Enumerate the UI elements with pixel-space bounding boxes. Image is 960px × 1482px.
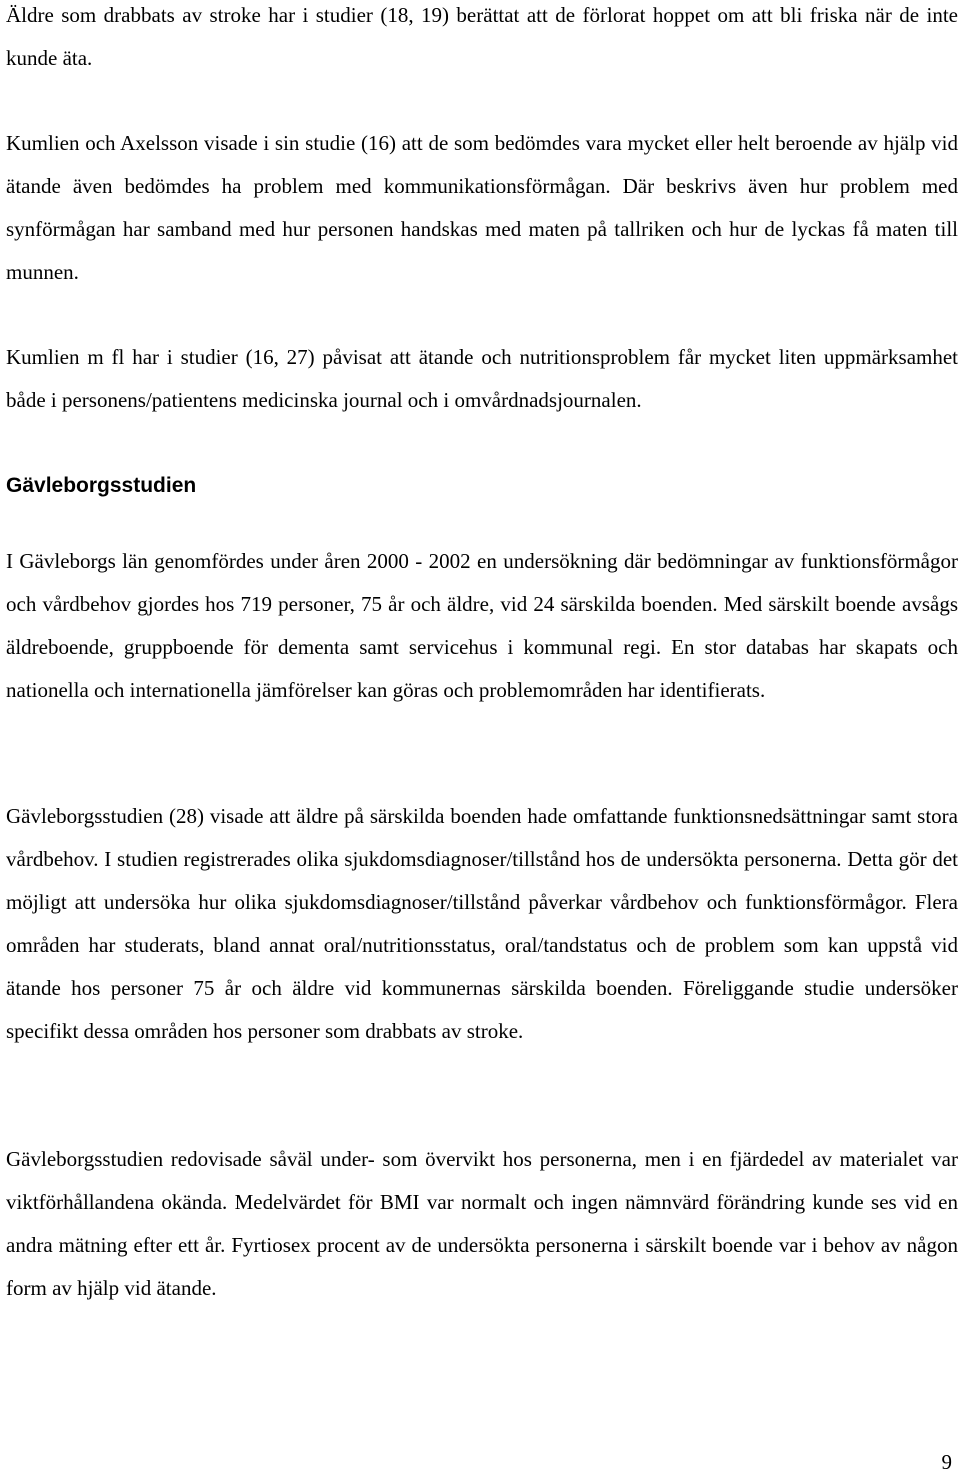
paragraph-kumlien-studies: Kumlien m fl har i studier (16, 27) påvisat att ätande och nutritionsproblem får mycket liten uppmärksamhet både i personens/patientens medicinska journal och i omvårdnadsjournalen. <box>6 345 958 412</box>
paragraph-gavleborg-findings: Gävleborgsstudien (28) visade att äldre på särskilda boenden hade omfattande funktionsnedsättningar samt stora vårdbehov. I studien registrerades olika sjukdomsdiagnoser/tillstånd hos de undersökta personerna. Detta gör det möjligt att undersöka hur olika sjukdomsdiagnoser/tillstånd påverkar vårdbehov och funktionsförmågor. Flera områden har studerats, bland annat oral/nutritionsstatus, oral/tandstatus och de problem som kan uppstå vid ätande hos personer 75 år och äldre vid kommunernas särskilda boenden. Föreliggande studie undersöker specifikt dessa områden hos personer som drabbats av stroke. <box>6 804 958 1043</box>
paragraph-gavleborg-weight: Gävleborgsstudien redovisade såväl under- som övervikt hos personerna, men i en fjärdedel av materialet var viktförhållandena okända. Medelvärdet för BMI var normalt och ingen nämnvärd förändring kunde ses vid en andra mätning efter ett år. Fyrtiosex procent av de undersökta personerna i särskilt boende var i behov av någon form av hjälp vid ätande. <box>6 1147 958 1300</box>
section-heading: Gävleborgsstudien <box>6 474 197 497</box>
paragraph-gavleborg-survey: I Gävleborgs län genomfördes under åren 2000 - 2002 en undersökning där bedömningar av funktionsförmågor och vårdbehov gjordes hos 719 personer, 75 år och äldre, vid 24 särskilda boenden. Med särskilt boende avsågs äldreboende, gruppboende för dementa samt servicehus i kommunal regi. En stor databas har skapats och nationella och internationella jämförelser kan göras och problemområden har identifierats. <box>6 549 958 702</box>
page-number: 9 <box>941 1450 952 1474</box>
paragraph-intro: Äldre som drabbats av stroke har i studier (18, 19) berättat att de förlorat hoppet om att bli friska när de inte kunde äta. <box>6 3 958 70</box>
paragraph-kumlien-axelsson: Kumlien och Axelsson visade i sin studie (16) att de som bedömdes vara mycket eller helt beroende av hjälp vid ätande även bedömdes ha problem med kommunikationsförmågan. Där beskrivs även hur problem med synförmågan har samband med hur personen handskas med maten på tallriken och hur de lyckas få maten till munnen. <box>6 131 958 284</box>
